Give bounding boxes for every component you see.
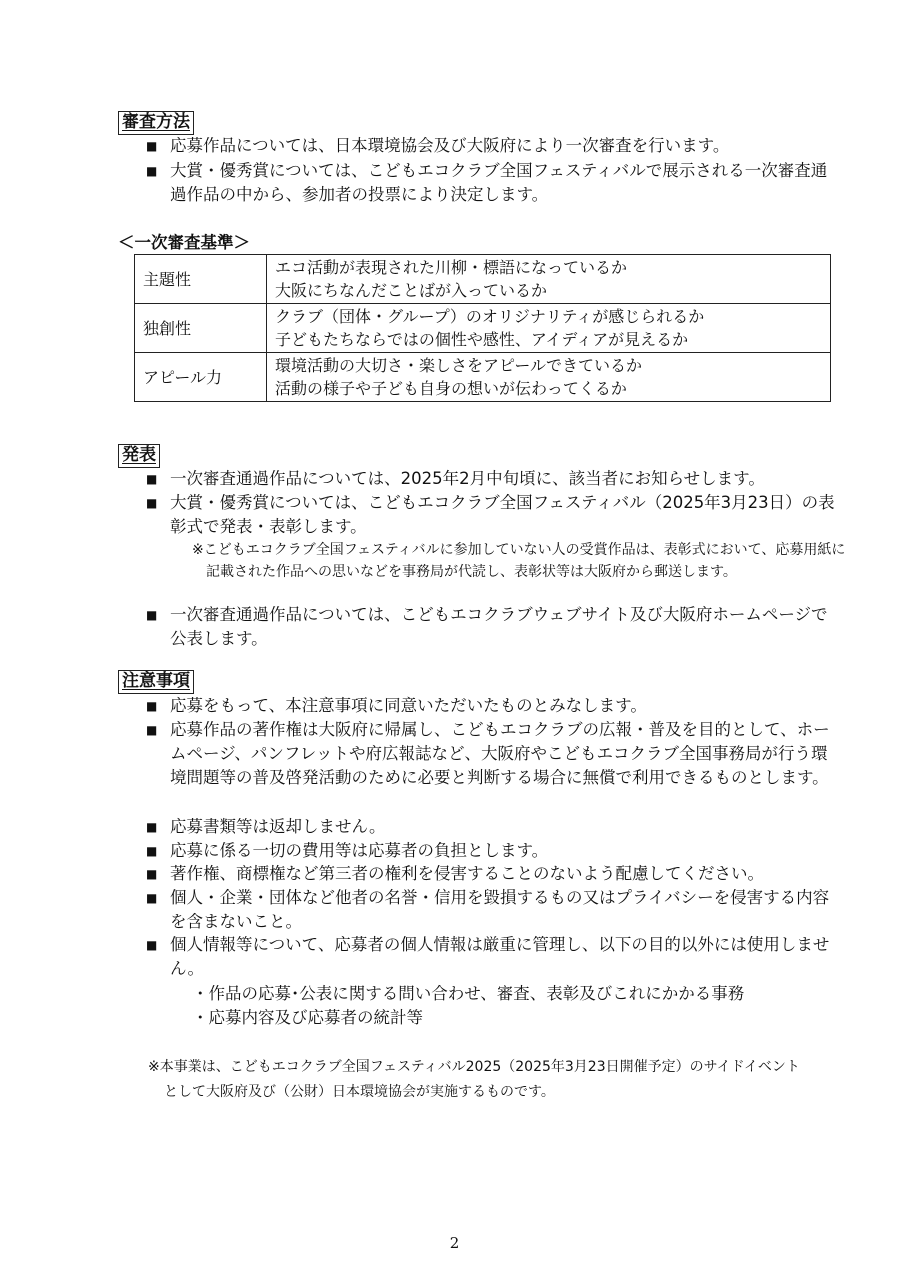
announcement-note: ※こどもエコクラブ全国フェスティバルに参加していない人の受賞作品は、表彰式において、応募用紙に記載された作品への思いなどを事務局が代読し、表彰状等は大阪府から郵送します。 xyxy=(192,542,846,580)
criteria-table xyxy=(134,254,831,402)
bullet-icon: ■ xyxy=(146,164,158,178)
list-item: ■ 応募をもって、本注意事項に同意いただいたものとみなします。 xyxy=(146,694,836,718)
list-item: ■ 個人情報等について、応募者の個人情報は厳重に管理し、以下の目的以外には使用しません。 xyxy=(146,935,830,978)
list-item: ■ 応募に係る一切の費用等は応募者の負担とします。 xyxy=(146,839,836,863)
criteria-label: アピール力 xyxy=(135,353,267,402)
criteria-title: ＜一次審査基準＞ xyxy=(118,233,250,252)
list-item: ■ 一次審査通過作品については、こどもエコクラブウェブサイト及び大阪府ホームページで公表します。 xyxy=(146,605,828,648)
bullet-icon: ■ xyxy=(146,608,158,622)
list-item: ■ 大賞・優秀賞については、こどもエコクラブ全国フェスティバル（2025年3月23日）の表彰式で発表・表彰します。 xyxy=(146,493,835,536)
footnote: ※本事業は、こどもエコクラブ全国フェスティバル2025（2025年3月23日開催予定）のサイドイベント として大阪府及び（公財）日本環境協会が実施するものです。 xyxy=(148,1059,800,1100)
bullet-icon: ■ xyxy=(146,472,158,486)
table-row xyxy=(135,304,831,353)
list-item: ■ 著作権、商標権など第三者の権利を侵害することのないよう配慮してください。 xyxy=(146,862,836,886)
list-item: ■ 応募書類等は返却しません。 xyxy=(146,815,836,839)
bullet-icon: ■ xyxy=(146,723,158,737)
sub-list-item: ・応募内容及び応募者の統計等 xyxy=(192,1008,423,1027)
bullet-icon: ■ xyxy=(146,844,158,858)
table-row xyxy=(135,353,831,402)
bullet-icon: ■ xyxy=(146,699,158,713)
bullet-icon: ■ xyxy=(146,891,158,905)
list-item: ■ 大賞・優秀賞については、こどもエコクラブ全国フェスティバルで展示される一次審査通過作品の中から、参加者の投票により決定します。 xyxy=(146,161,828,204)
criteria-label: 主題性 xyxy=(135,255,267,304)
table-row xyxy=(135,255,831,304)
criteria-description: エコ活動が表現された川柳・標語になっているか 大阪にちなんだことばが入っているか xyxy=(267,255,831,304)
section-heading-screening: 審査方法 xyxy=(118,111,194,135)
list-item: ■ 個人・企業・団体など他者の名誉・信用を毀損するもの又はプライバシーを侵害する内容を含まないこと。 xyxy=(146,888,830,931)
bullet-icon: ■ xyxy=(146,867,158,881)
criteria-description: クラブ（団体・グループ）のオリジナリティが感じられるか 子どもたちならではの個性や感性、アイディアが見えるか xyxy=(267,304,831,353)
bullet-icon: ■ xyxy=(146,139,158,153)
criteria-description: 環境活動の大切さ・楽しさをアピールできているか 活動の様子や子ども自身の想いが伝わってくるか xyxy=(267,353,831,402)
bullet-icon: ■ xyxy=(146,938,158,952)
criteria-label: 独創性 xyxy=(135,304,267,353)
bullet-icon: ■ xyxy=(146,820,158,834)
section-heading-announcement: 発表 xyxy=(118,444,160,468)
bullet-icon: ■ xyxy=(146,496,158,510)
list-item: ■ 一次審査通過作品については、2025年2月中旬頃に、該当者にお知らせします。 xyxy=(146,467,836,491)
sub-list-item: ・作品の応募･公表に関する問い合わせ、審査、表彰及びこれにかかる事務 xyxy=(192,984,745,1003)
page-number: 2 xyxy=(449,1234,460,1252)
list-item: ■ 応募作品の著作権は大阪府に帰属し、こどもエコクラブの広報・普及を目的として、ホームページ、パンフレットや府広報誌など、大阪府やこどもエコクラブ全国事務局が行う環境問題等の普及啓発活動のために必要と判断する場合に無償で利用できるものとします。 xyxy=(146,720,830,787)
list-item: ■ 応募作品については、日本環境協会及び大阪府により一次審査を行います。 xyxy=(146,134,836,158)
section-heading-notes: 注意事項 xyxy=(118,670,194,694)
